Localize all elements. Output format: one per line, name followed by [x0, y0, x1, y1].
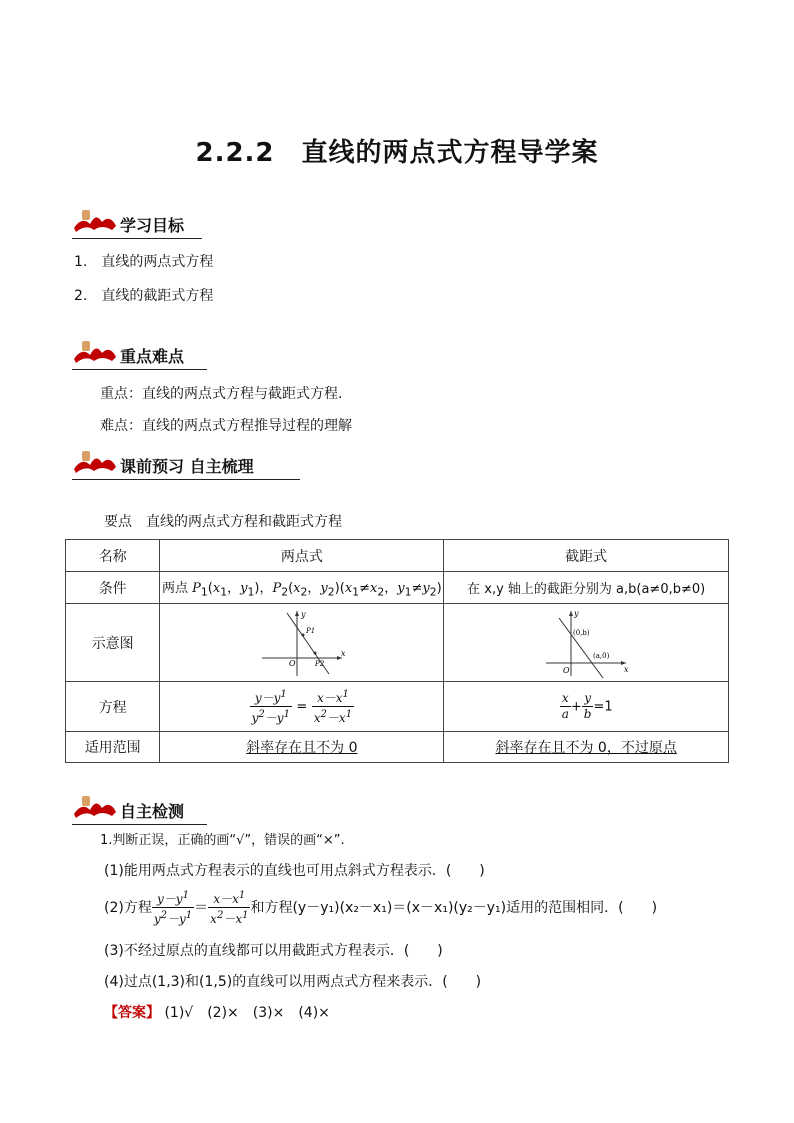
focus-text: 重点：直线的两点式方程与截距式方程. — [100, 386, 343, 402]
answer-line — [104, 1002, 330, 1022]
table-header-cell: 名称 — [66, 540, 160, 572]
intercept-condition: 在 x,y 轴上的截距分别为 a,b(a≠0,b≠0) — [444, 572, 729, 604]
page-title: 2.2.2 直线的两点式方程导学案 — [195, 138, 599, 168]
y-axis-label: y — [300, 609, 306, 619]
q2-prefix: (2)方程 — [104, 900, 152, 916]
q2-rest: 和方程(y－y₁)(x₂－x₁)＝(x－x₁)(y₂－y₁)适用的范围相同．( ) — [250, 900, 658, 916]
section-badge-icon — [72, 449, 118, 475]
equation-rhs: =1 — [593, 699, 613, 715]
table-row-diagram — [66, 604, 729, 682]
question-1: (1)能用两点式方程表示的直线也可用点斜式方程表示．( ) — [104, 863, 485, 879]
row-label: 适用范围 — [66, 732, 160, 763]
p2-label: P2 — [314, 659, 325, 668]
two-point-condition: 两点 $P_1(x_1$，$y_1$)，$P_2(x_2$，$y_2)(x_1\ne x_2$，$y_1\ne y_2$) — [160, 572, 444, 604]
row-label: 条件 — [66, 572, 160, 604]
origin-label: O — [563, 665, 570, 675]
row-label: 方程 — [66, 682, 160, 732]
section-underline — [72, 369, 207, 370]
section-underline — [72, 238, 202, 239]
section-badge-icon — [72, 208, 118, 234]
condition-prefix: 两点 — [162, 580, 189, 596]
table-row-condition — [66, 572, 729, 604]
two-point-diagram-cell — [160, 604, 444, 682]
section-badge-icon — [72, 794, 118, 820]
two-point-equation: $\frac{y-y^1}{y^2-y^1}$ = $\frac{x-x^1}{x^2-x^1}$ — [160, 682, 444, 732]
goal-item-2: 2. 直线的截距式方程 — [74, 288, 214, 304]
table-row-equation — [66, 682, 729, 732]
table-header-cell: 截距式 — [444, 540, 729, 572]
two-point-scope: 斜率存在且不为 0 — [160, 732, 444, 763]
row-label: 示意图 — [66, 604, 160, 682]
formula-table — [65, 539, 729, 763]
p1-label: P1 — [305, 626, 316, 635]
question-2: (2)方程 $\frac{y-y^1}{y^2-y^1}$ ＝ $\frac{x-x^1}{x^2-x^1}$ 和方程(y－y₁)(x₂－x₁)＝(x－x₁)(y₂－y₁)适用的范围相同．( ) — [104, 889, 658, 926]
section-badge-icon — [72, 339, 118, 365]
section-label: 自主检测 — [120, 802, 185, 821]
answer-label: 【答案】 — [104, 1005, 160, 1021]
goal-item-1: 1. 直线的两点式方程 — [74, 254, 214, 270]
section-label: 课前预习 自主梳理 — [120, 457, 254, 476]
table-header-row — [66, 540, 729, 572]
section-label: 学习目标 — [120, 216, 185, 235]
question-4: (4)过点(1,3)和(1,5)的直线可以用两点式方程来表示．( ) — [104, 974, 482, 990]
section-label: 重点难点 — [120, 347, 185, 366]
section-underline — [72, 479, 300, 480]
a-intercept-label: (a,0) — [593, 651, 610, 660]
x-axis-label: x — [340, 648, 346, 658]
key-point-title: 要点 直线的两点式方程和截距式方程 — [104, 514, 342, 530]
intercept-diagram — [541, 608, 631, 678]
origin-label: O — [288, 658, 296, 668]
question-intro: 1.判断正误，正确的画“√”，错误的画“×”. — [100, 833, 345, 848]
difficulty-text: 难点：直线的两点式方程推导过程的理解 — [100, 418, 352, 434]
table-row-scope — [66, 732, 729, 763]
intercept-equation: $\frac{x}{a}$ + $\frac{y}{b}$ =1 — [444, 682, 729, 732]
x-axis-label: x — [624, 664, 629, 674]
intercept-diagram-cell — [444, 604, 729, 682]
b-intercept-label: (0,b) — [573, 628, 590, 637]
answer-text: (1)√ (2)× (3)× (4)× — [164, 1005, 330, 1021]
section-underline — [72, 824, 207, 825]
question-3: (3)不经过原点的直线都可以用截距式方程表示．( ) — [104, 943, 443, 959]
y-axis-label: y — [574, 608, 579, 618]
two-point-diagram — [257, 608, 347, 678]
table-header-cell: 两点式 — [160, 540, 444, 572]
intercept-scope: 斜率存在且不为 0，不过原点 — [444, 732, 729, 763]
